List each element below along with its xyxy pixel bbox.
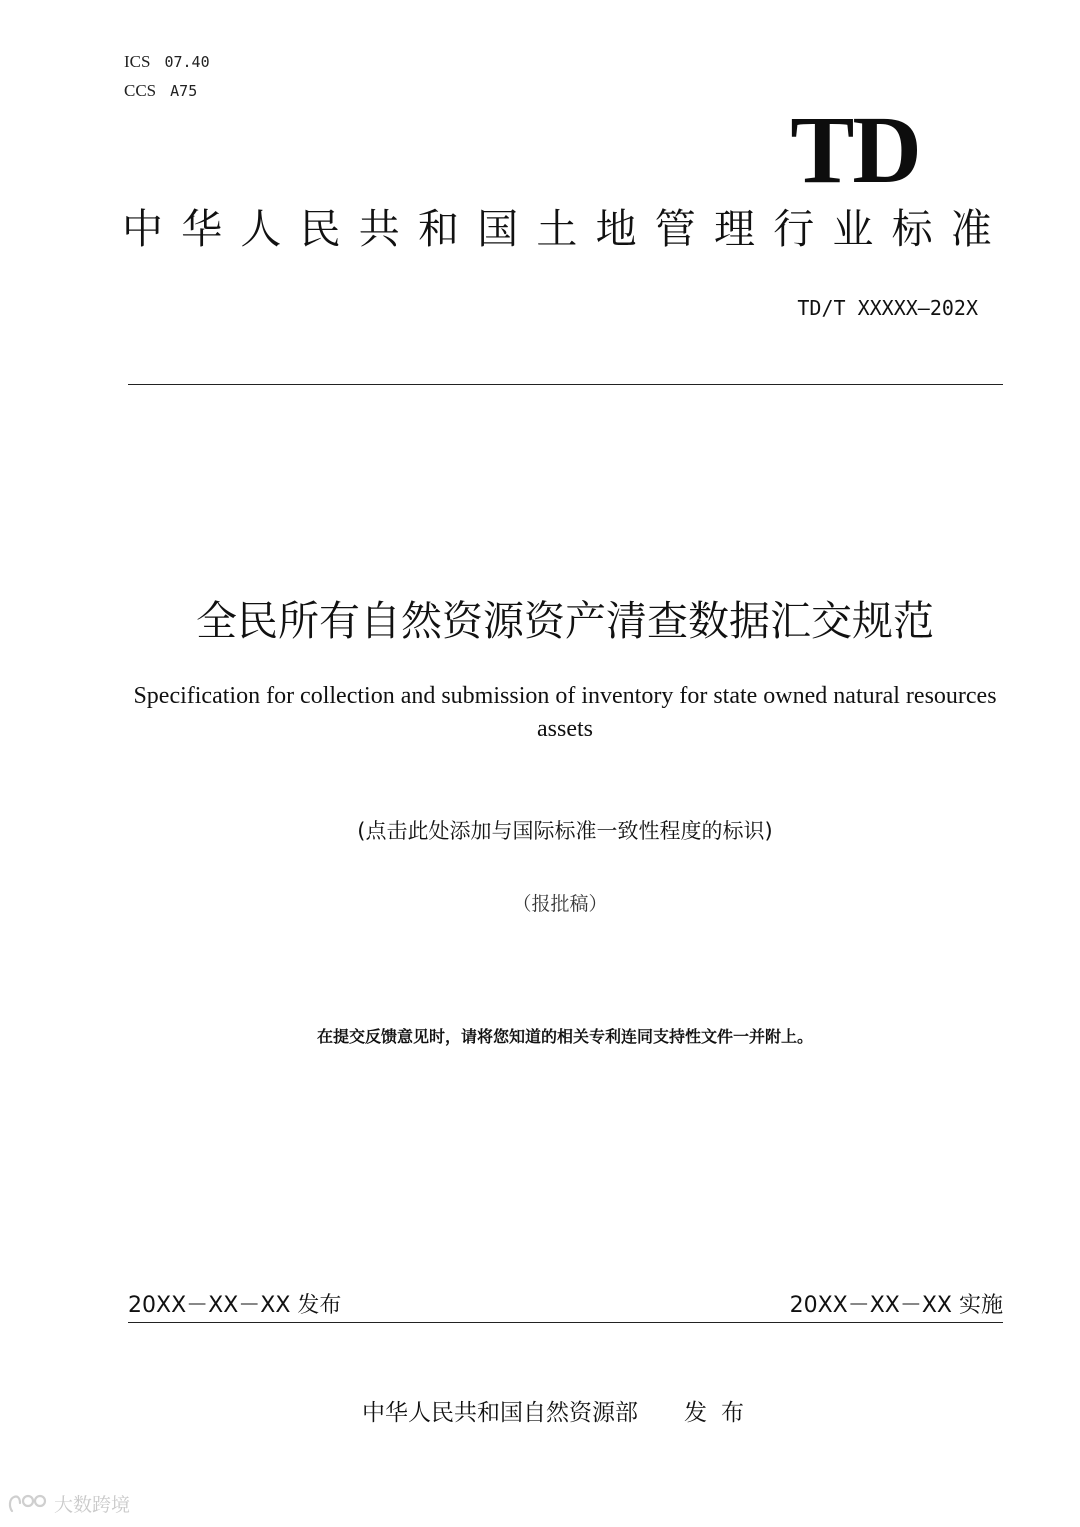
consistency-note[interactable]: (点击此处添加与国际标准一致性程度的标识) [357, 819, 773, 843]
standard-type-title: 中华人民共和国土地管理行业标准 [122, 205, 1010, 253]
ics-classification [124, 52, 210, 72]
publisher [250, 1394, 870, 1427]
document-title-cn: 全民所有自然资源资产清查数据汇交规范 [196, 597, 934, 645]
draft-status: （报批稿） [512, 893, 608, 915]
brand-logo-icon [8, 1493, 50, 1515]
watermark-text: 大数跨境 [54, 1494, 131, 1516]
header-divider [128, 384, 1003, 385]
ccs-label: CCS [124, 81, 157, 100]
ccs-classification [124, 81, 197, 101]
footer-divider [128, 1322, 1003, 1323]
watermark [8, 1490, 130, 1517]
patent-note: 在提交反馈意见时，请将您知道的相关专利连同支持性文件一并附上。 [316, 1027, 813, 1046]
release-date: 20XX－XX－XX 发布 [128, 1293, 342, 1318]
document-title-en: Specification for collection and submission of inventory for state owned natural resources assets [133, 683, 997, 742]
ics-label: ICS [124, 52, 151, 71]
publish-verb: 发布 [684, 1400, 758, 1426]
implementation-date: 20XX－XX－XX 实施 [789, 1293, 1003, 1318]
standard-number: TD/T XXXXX—202X [797, 296, 978, 320]
td-logo: TD [790, 96, 920, 203]
publisher-name: 中华人民共和国自然资源部 [362, 1400, 638, 1426]
ccs-code: A75 [170, 82, 198, 100]
ics-code: 07.40 [164, 53, 210, 71]
